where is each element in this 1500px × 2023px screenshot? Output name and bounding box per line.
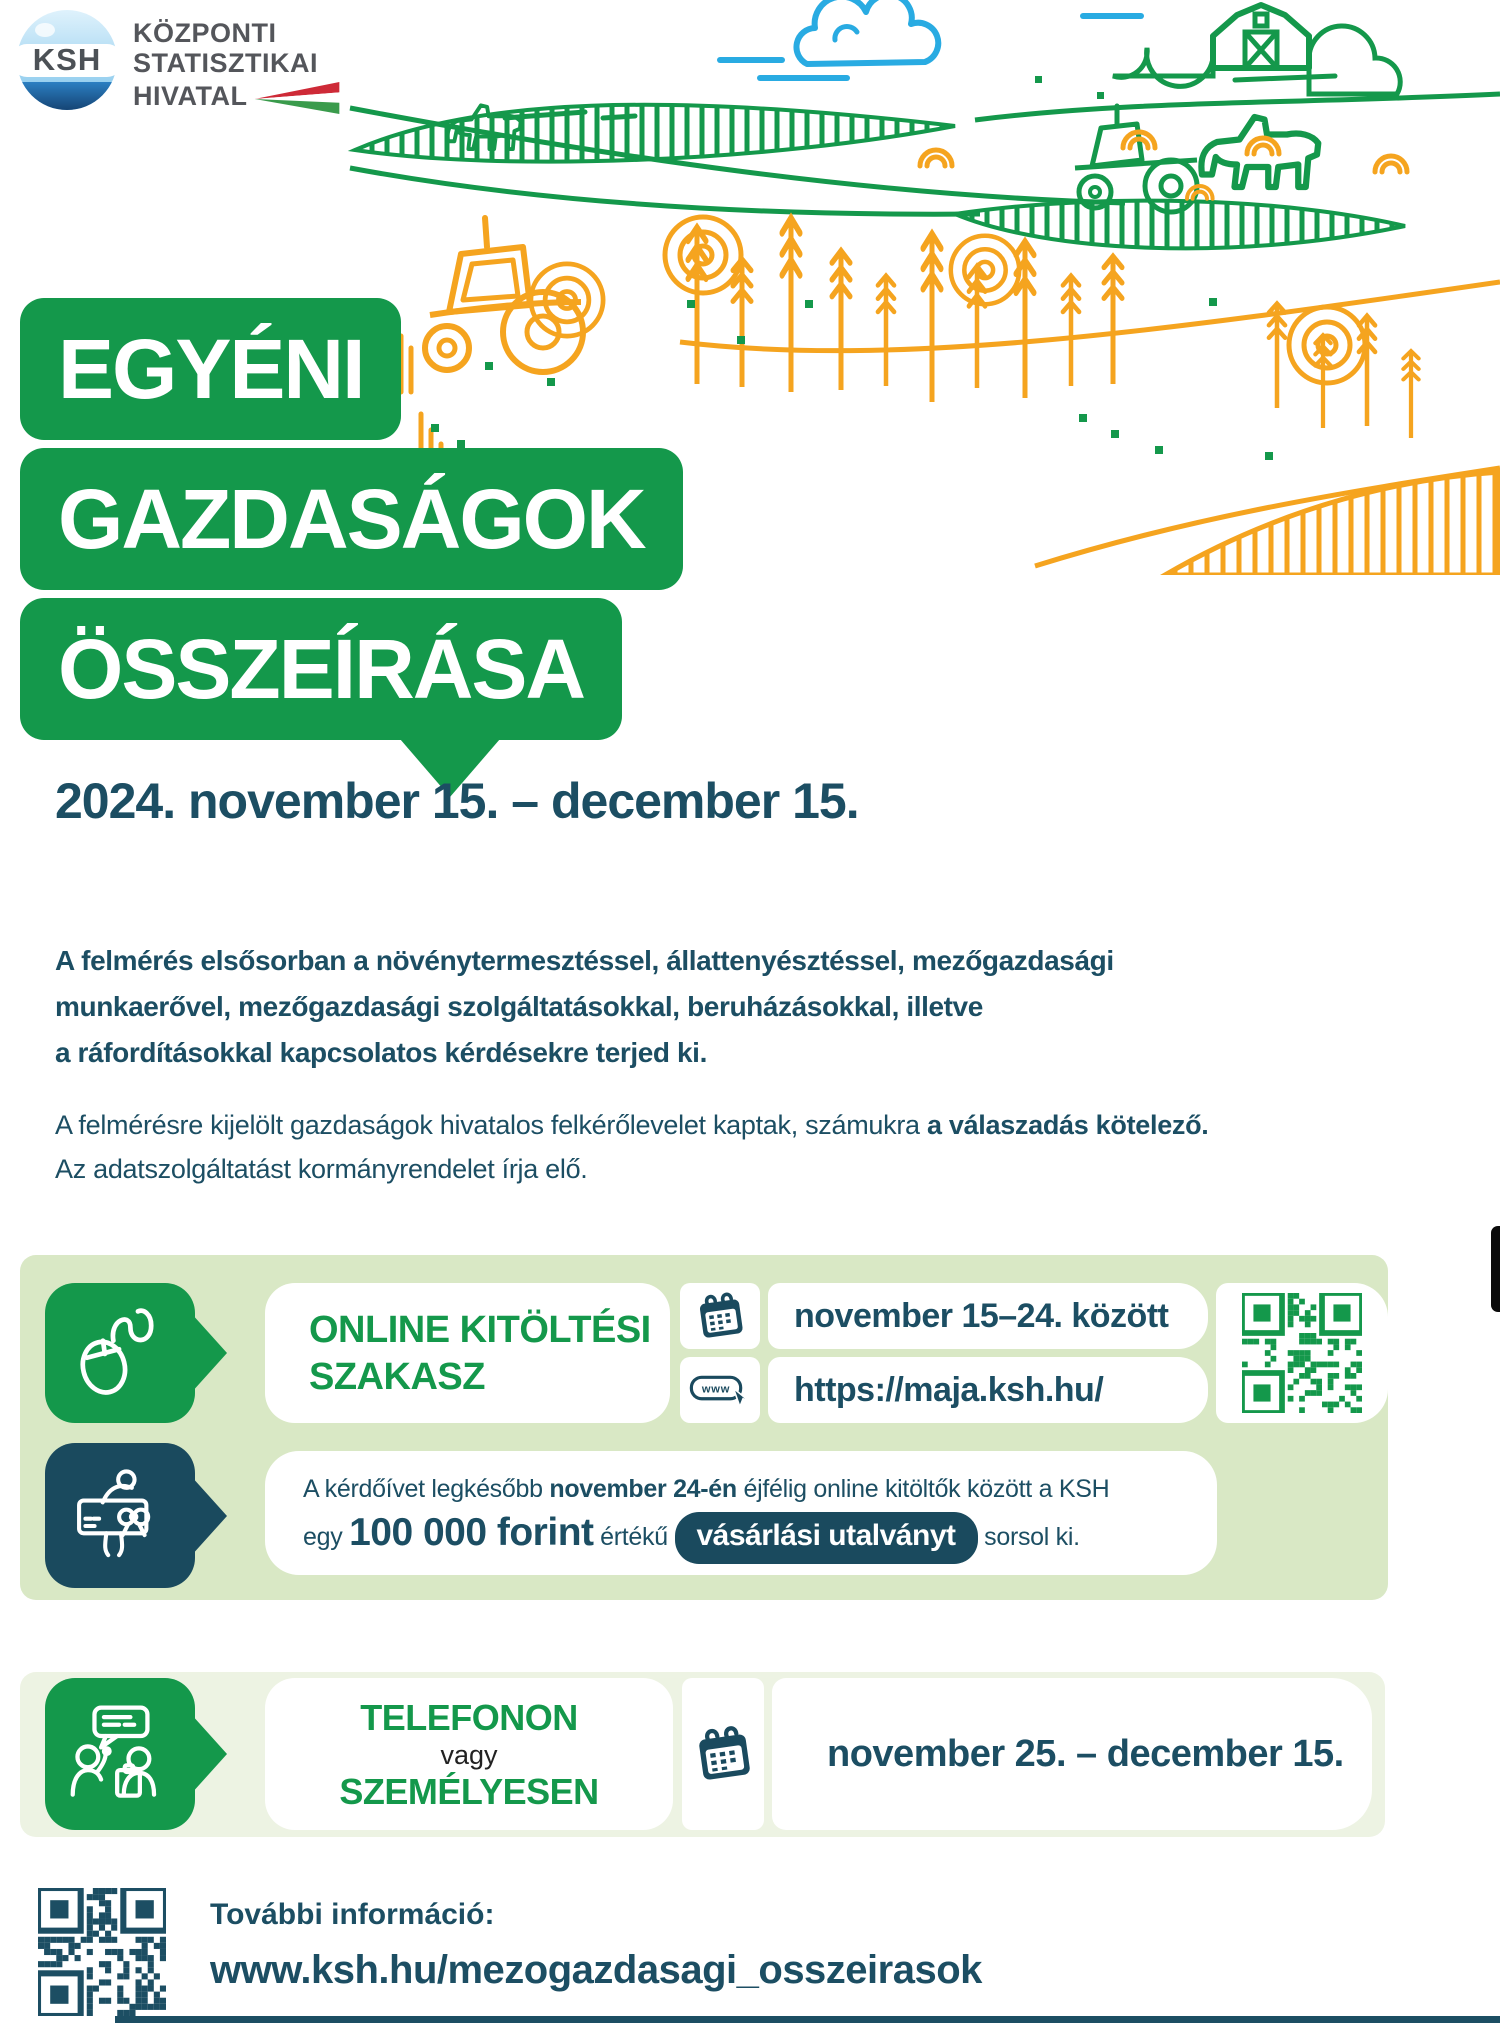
phone-line-2: vagy (440, 1740, 498, 1770)
voucher-tile (45, 1443, 195, 1588)
qr-box-online (1216, 1283, 1388, 1423)
interviewers-icon (68, 1700, 172, 1808)
hungarian-flag-swoosh-icon (253, 82, 341, 114)
calendar-icon (693, 1289, 747, 1343)
org-line-3: HIVATAL (133, 81, 248, 111)
www-icon (689, 1370, 751, 1410)
intro-line-2: munkaerővel, mezőgazdasági szolgáltatásokkal, beruházásokkal, illetve (55, 991, 983, 1022)
calendar-icon-box-2 (682, 1678, 764, 1830)
online-period: november 15–24. között (794, 1297, 1169, 1335)
title-banner-1: EGYÉNI (20, 298, 401, 440)
voucher-line-2 (303, 1511, 1217, 1564)
calendar-icon (691, 1722, 755, 1786)
svg-text:KSH: KSH (32, 42, 102, 77)
bush-icon (1113, 48, 1213, 86)
phone-period: november 25. – december 15. (827, 1733, 1344, 1775)
online-title-line-1: ONLINE KITÖLTÉSI (309, 1309, 651, 1351)
voucher-t3: egy (303, 1523, 350, 1551)
note-line-2: Az adatszolgáltatást kormányrendelet írja elő. (55, 1154, 588, 1184)
phone-period-box (772, 1678, 1372, 1830)
phone-line-3: SZEMÉLYESEN (339, 1771, 599, 1812)
online-url-box (768, 1357, 1208, 1423)
header-logo (15, 8, 341, 114)
qr-code-online (1242, 1293, 1362, 1413)
title-banner-3: ÖSSZEÍRÁSA (20, 598, 622, 740)
org-name (133, 18, 341, 114)
phone-title-box (265, 1678, 673, 1830)
title-banner-2: GAZDASÁGOK (20, 448, 683, 590)
voucher-amount: 100 000 forint (349, 1511, 594, 1554)
phone-line-1: TELEFONON (360, 1697, 578, 1738)
computer-mouse-icon (68, 1301, 172, 1405)
phone-tile (45, 1678, 195, 1830)
footer-label: További információ: (210, 1898, 495, 1931)
barn-icon (1213, 5, 1309, 68)
ksh-logo-icon (15, 8, 119, 112)
orange-tractor-icon (425, 218, 583, 372)
phone-section (20, 1672, 1385, 1837)
note-bold: a válaszadás kötelező. (926, 1110, 1209, 1140)
online-url-link[interactable]: https://maja.ksh.hu/ (794, 1371, 1104, 1409)
survey-date-range: 2024. november 15. – december 15. (55, 773, 859, 829)
online-section (20, 1255, 1388, 1600)
online-title-line-2: SZAKASZ (309, 1356, 485, 1398)
www-icon-box (680, 1357, 760, 1423)
voucher-text-box (265, 1451, 1217, 1575)
green-tractor-icon (1075, 106, 1197, 212)
footer-rule (115, 2016, 1500, 2023)
voucher-t1: A kérdőívet legkésőbb (303, 1475, 550, 1503)
intro-line-3: a ráfordításokkal kapcsolatos kérdésekre terjed ki. (55, 1037, 707, 1068)
org-line-1: KÖZPONTI (133, 18, 277, 48)
intro-line-1: A felmérés elsősorban a növénytermesztéssel, állattenyésztéssel, mezőgazdasági (55, 945, 1114, 976)
online-tile (45, 1283, 195, 1423)
bush-icon (1309, 26, 1400, 94)
gift-voucher-icon (70, 1464, 170, 1568)
online-period-box (768, 1283, 1208, 1349)
online-title-box (265, 1283, 670, 1423)
voucher-t5: sorsol ki. (977, 1523, 1080, 1551)
voucher-t2: éjfélig online kitöltők között a KSH (736, 1475, 1110, 1503)
note-paragraph (55, 1103, 1209, 1191)
note-prefix: A felmérésre kijelölt gazdaságok hivatalos felkérőlevelet kaptak, számukra (55, 1110, 927, 1140)
svg-text:www: www (701, 1383, 731, 1396)
voucher-badge: vásárlási utalványt (675, 1512, 978, 1564)
cloud-icon (796, 0, 938, 64)
qr-code-footer (38, 1888, 166, 2016)
voucher-deadline: november 24-én (549, 1475, 737, 1503)
voucher-t4: értékű (593, 1523, 675, 1551)
voucher-line-1 (303, 1467, 1217, 1511)
edge-artifact (1491, 1226, 1500, 1312)
footer-url-link[interactable]: www.ksh.hu/mezogazdasagi_osszeirasok (210, 1948, 982, 1992)
org-line-2: STATISZTIKAI (133, 48, 318, 78)
calendar-icon-box (680, 1283, 760, 1349)
intro-paragraph (55, 938, 1114, 1076)
